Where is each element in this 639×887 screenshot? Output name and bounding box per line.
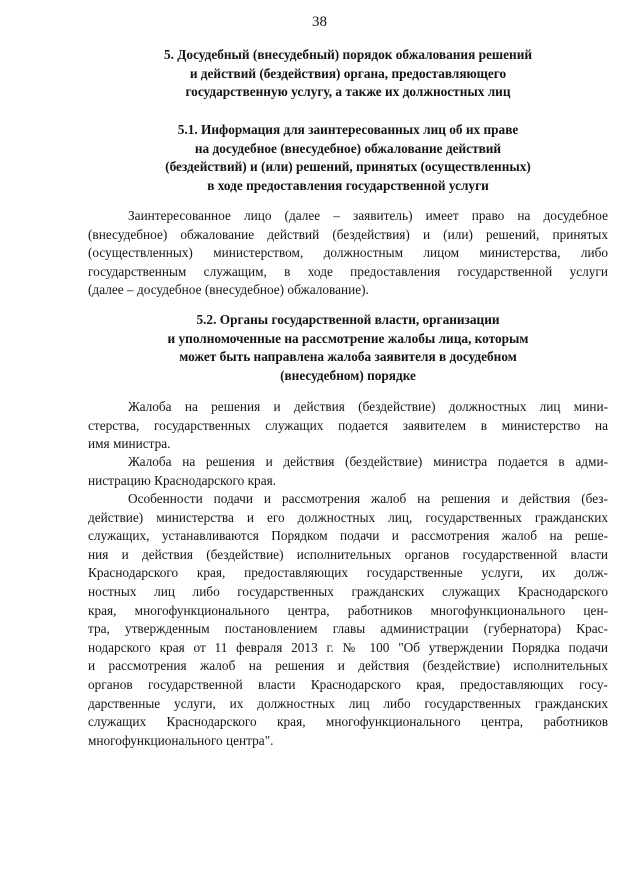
page-number: 38: [312, 14, 327, 30]
section-5-1-heading: [88, 121, 608, 195]
section-5-1-paragraph: [88, 207, 608, 300]
section-5-2-paragraph-3: [88, 490, 608, 750]
paragraph-line: государственным служащим, в ходе предоставления государственной услуги: [88, 263, 608, 279]
paragraph-line: органов государственной власти Краснодарского края, предоставляющих госу-: [88, 676, 608, 692]
paragraph-line: стерства, государственных служащих подается заявителем в министерство на: [88, 417, 608, 433]
heading-line: 5.2. Органы государственной власти, организации: [196, 312, 500, 327]
paragraph-line: края, многофункционального центра, работников многофункционального цен-: [88, 602, 608, 618]
heading-line: может быть направлена жалоба заявителя в досудебном: [179, 349, 517, 365]
heading-line: (бездействий) и (или) решений, принятых (осуществленных): [165, 159, 531, 175]
paragraph-line: нистрацию Краснодарского края.: [88, 472, 277, 488]
paragraph-line: (далее – досудебное (внесудебное) обжалование).: [88, 282, 369, 298]
paragraph-line: многофункционального центра".: [88, 732, 274, 748]
paragraph-line: и рассмотрения жалоб на решения и действия (бездействие) исполнительных: [88, 658, 608, 674]
paragraph-line: тра, утвержденным постановлением главы администрации (губернатора) Крас-: [88, 621, 608, 637]
paragraph-line: Жалоба на решения и действия (бездействие) должностных лиц мини-: [128, 399, 608, 414]
section-5-heading: [88, 46, 608, 102]
paragraph-line: Заинтересованное лицо (далее – заявитель) имеет право на досудебное: [128, 208, 608, 223]
paragraph-line: Краснодарского края, предоставляющих государственные услуги, их долж-: [88, 565, 608, 581]
heading-line: государственную услугу, а также их должностных лиц: [185, 84, 511, 100]
paragraph-line: нодарского края от 11 февраля 2013 г. № 100 "Об утверждении Порядка подачи: [88, 639, 608, 655]
paragraph-line: ния и действия (бездействие) исполнительных органов государственной власти: [88, 546, 608, 562]
paragraph-line: имя министра.: [88, 436, 171, 452]
paragraph-line: служащих Краснодарского края, многофункционального центра, работников: [88, 714, 608, 730]
heading-line: и уполномоченные на рассмотрение жалобы лица, которым: [167, 330, 529, 346]
section-5-2-heading: [88, 311, 608, 385]
paragraph-line: служащих, устанавливаются Порядком подачи и рассмотрения жалоб на реше-: [88, 528, 608, 544]
heading-line: на досудебное (внесудебное) обжалование действий: [194, 140, 502, 156]
paragraph-line: дарственные услуги, их должностных лиц либо государственных гражданских: [88, 695, 608, 711]
paragraph-line: действие) министерства и его должностных лиц, государственных гражданских: [88, 509, 608, 525]
section-5-2-paragraph-2: [88, 453, 608, 490]
paragraph-line: (осуществленных) министерством, должностным лицом министерства, либо: [88, 245, 608, 261]
heading-line: в ходе предоставления государственной услуги: [207, 177, 489, 193]
heading-line: и действий (бездействия) органа, предоставляющего: [189, 65, 507, 81]
heading-line: 5. Досудебный (внесудебный) порядок обжалования решений: [163, 47, 533, 62]
section-5-2-paragraph-1: [88, 398, 608, 454]
paragraph-line: Жалоба на решения и действия (бездействие) министра подается в адми-: [128, 454, 608, 469]
heading-line: (внесудебном) порядке: [280, 367, 416, 383]
heading-line: 5.1. Информация для заинтересованных лиц об их праве: [177, 122, 519, 137]
paragraph-line: ностных лиц либо государственных гражданских служащих Краснодарского: [88, 583, 608, 599]
paragraph-line: Особенности подачи и рассмотрения жалоб на решения и действия (без-: [128, 491, 608, 506]
paragraph-line: (внесудебное) обжалование действий (бездействия) и (или) решений, принятых: [88, 226, 608, 242]
